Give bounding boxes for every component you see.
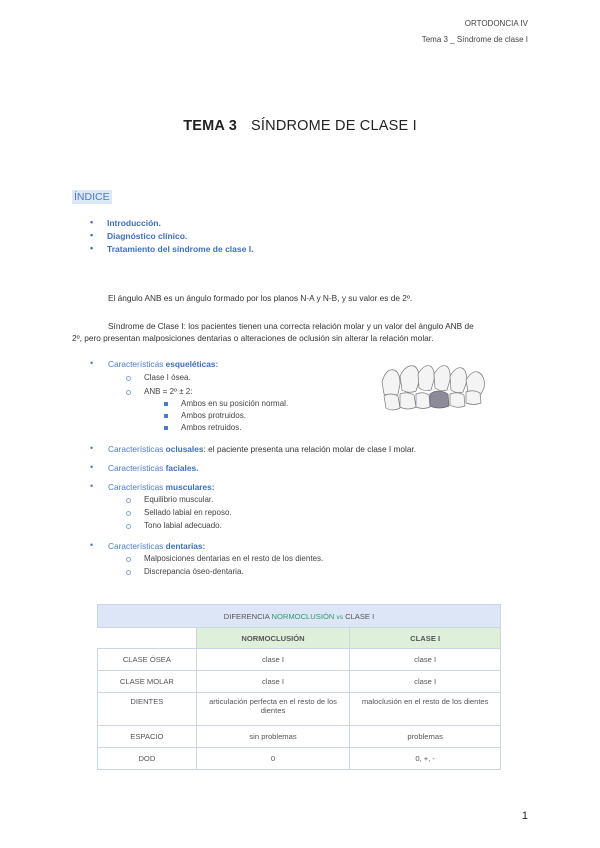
table-cell: problemas: [350, 726, 501, 748]
table-cell: maloclusión en el resto de los dientes: [350, 693, 501, 726]
row-label: DOD: [98, 748, 197, 770]
table-cell: 0: [196, 748, 350, 770]
bullet-icon: •: [90, 443, 94, 453]
bullet-icon: •: [90, 243, 94, 253]
muscular-sub-2: Sellado labial en reposo.: [144, 508, 232, 517]
page-number: 1: [521, 810, 528, 822]
circle-bullet-icon: [126, 524, 131, 529]
dental-sub-2: Discrepancia óseo-dentaria.: [144, 567, 244, 576]
index-item[interactable]: • Diagnóstico clínico.: [90, 230, 188, 241]
index-item[interactable]: • Introducción.: [90, 217, 161, 228]
skeletal-subsub-1: Ambos en su posición normal.: [181, 399, 289, 408]
header-topic: Tema 3 _ Síndrome de clase I: [421, 35, 528, 44]
row-label: ESPACIO: [98, 726, 197, 748]
index-item[interactable]: • Tratamiento del síndrome de clase I.: [90, 243, 254, 254]
bullet-icon: •: [90, 217, 94, 227]
table-row: [98, 649, 501, 671]
feature-facial: • Características faciales.: [90, 462, 199, 473]
table-row: [98, 726, 501, 748]
table-cell: sin problemas: [196, 726, 350, 748]
column-header: NORMOCLUSIÓN: [196, 628, 350, 649]
skeletal-sub-1: Clase I ósea.: [144, 373, 191, 382]
circle-bullet-icon: [126, 376, 131, 381]
table-cell: clase I: [350, 649, 501, 671]
page-title: [0, 118, 600, 134]
table-row: [98, 748, 501, 770]
bullet-icon: •: [90, 481, 94, 491]
column-header: CLASE I: [350, 628, 501, 649]
table-title: DIFERENCIA NORMOCLUSIÓN vs CLASE I: [98, 605, 501, 628]
table-row: [98, 671, 501, 693]
table-row: [98, 693, 501, 726]
index-list: [72, 218, 253, 257]
row-label: CLASE ÓSEA: [98, 649, 197, 671]
class1-paragraph-line2: 2º, pero presentan malposiciones dentarias o alteraciones de oclusión sin alterar la relación molar.: [72, 333, 434, 343]
square-bullet-icon: [164, 414, 168, 418]
anb-paragraph: El ángulo ANB es un ángulo formado por los planos N-A y N-B, y su valor es de 2º.: [108, 293, 413, 303]
feature-occlusal: • Características oclusales: el paciente presenta una relación molar de clase I molar.: [90, 443, 417, 454]
table-cell: 0, +, -: [350, 748, 501, 770]
circle-bullet-icon: [126, 390, 131, 395]
circle-bullet-icon: [126, 498, 131, 503]
circle-bullet-icon: [126, 557, 131, 562]
circle-bullet-icon: [126, 570, 131, 575]
circle-bullet-icon: [126, 511, 131, 516]
feature-muscular: • Características musculares:: [90, 481, 215, 492]
feature-dental: • Características dentarias:: [90, 540, 206, 551]
header-course: ORTODONCIA IV: [464, 19, 528, 28]
skeletal-subsub-3: Ambos retruidos.: [181, 423, 242, 432]
index-heading: ÍNDICE: [74, 191, 110, 203]
teeth-illustration: [378, 362, 494, 414]
square-bullet-icon: [164, 426, 168, 430]
skeletal-sub-2: ANB = 2º ± 2:: [144, 387, 193, 396]
title-text: SÍNDROME DE CLASE I: [251, 118, 417, 134]
row-label: DIENTES: [98, 693, 197, 726]
muscular-sub-3: Tono labial adecuado.: [144, 521, 222, 530]
bullet-icon: •: [90, 540, 94, 550]
class1-paragraph-line1: Síndrome de Clase I: los pacientes tienen una correcta relación molar y un valor del ángulo ANB de: [108, 321, 474, 331]
table-cell: clase I: [350, 671, 501, 693]
table-cell: clase I: [196, 649, 350, 671]
dental-sub-1: Malposiciones dentarias en el resto de los dientes.: [144, 554, 324, 563]
bullet-icon: •: [90, 358, 94, 368]
square-bullet-icon: [164, 402, 168, 406]
title-number: TEMA 3: [183, 118, 238, 134]
comparison-table: [97, 604, 501, 770]
feature-skeletal: • Características esqueléticas:: [90, 358, 219, 369]
table-corner: [98, 628, 197, 649]
row-label: CLASE MOLAR: [98, 671, 197, 693]
bullet-icon: •: [90, 230, 94, 240]
table-cell: articulación perfecta en el resto de los dientes: [196, 693, 350, 726]
muscular-sub-1: Equilibrio muscular.: [144, 495, 214, 504]
table-cell: clase I: [196, 671, 350, 693]
skeletal-subsub-2: Ambos protruidos.: [181, 411, 246, 420]
bullet-icon: •: [90, 462, 94, 472]
